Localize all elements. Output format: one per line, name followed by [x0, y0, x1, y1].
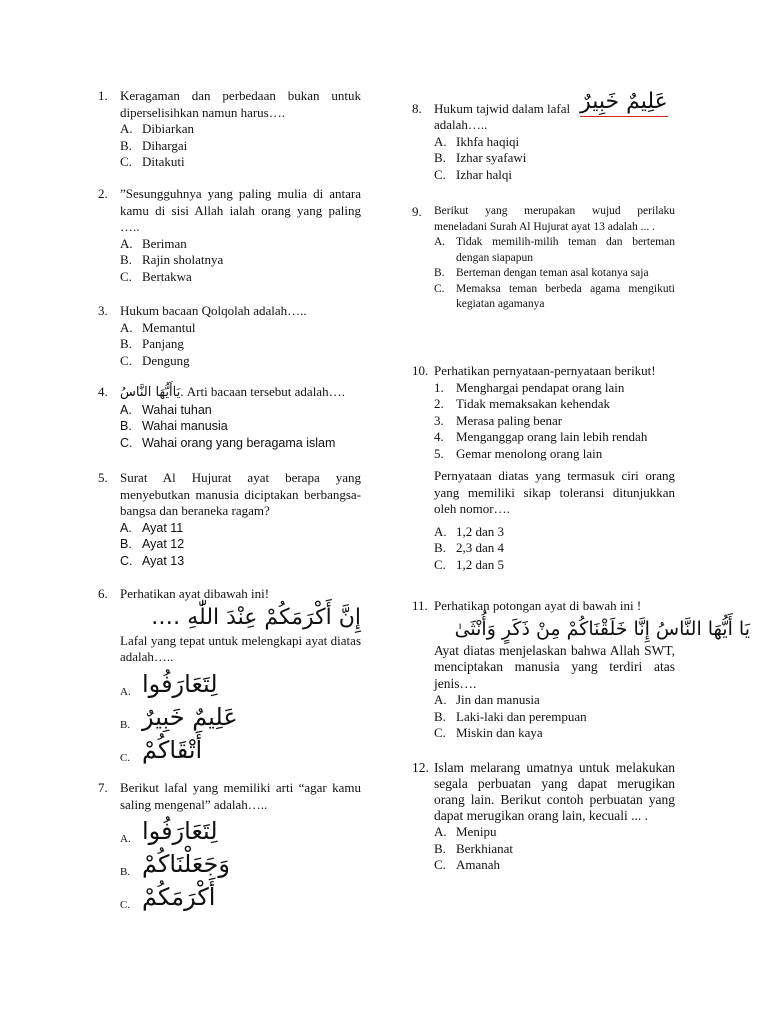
option-a: A. Memantul [120, 319, 196, 335]
question-8 [412, 88, 675, 183]
option-c: C. Amanah [434, 857, 501, 872]
option-b: B. Rajin sholatnya [120, 252, 224, 267]
question-number: 11. [412, 598, 428, 613]
question-stem: Islam melarang umatnya untuk melakukan segala perbuatan yang dapat merugikan orang lain. Berikut contoh perbuatan yang dapat merugikan orang lain, kecuali ... . [434, 760, 675, 823]
option-c: C. 1,2 dan 5 [434, 556, 505, 572]
question-stem: يَاأَيُّهَا النَّاسُ. Arti bacaan tersebut adalah…. [120, 384, 345, 400]
question-number: 6. [98, 586, 108, 601]
question-stem: Berikut yang merupakan wujud perilaku meneladani Surah Al Hujurat ayat 13 adalah ... . [434, 205, 675, 233]
option-c: C. أَتْقَاكُمْ [120, 735, 203, 764]
option-b: B. Dihargai [120, 137, 188, 153]
option-b: B. Berkhianat [434, 840, 514, 856]
option-a: A. Tidak memilih-milih teman dan berteman dengan siapapun [434, 236, 675, 264]
statement-4: 4. Menganggap orang lain lebih rendah [434, 429, 648, 444]
option-b: B. Wahai manusia [120, 419, 228, 433]
option-c: C. Wahai orang yang beragama islam [120, 435, 336, 450]
option-a: A. Wahai tuhan [120, 402, 212, 417]
option-c: C. Bertakwa [120, 268, 192, 284]
option-a: A. 1,2 dan 3 [434, 523, 505, 539]
option-a: A. Jin dan manusia [434, 692, 540, 707]
question-10 [412, 363, 675, 573]
question-stem-continued: Ayat diatas menjelaskan bahwa Allah SWT, menciptakan manusia yang terdiri atas jenis…. [434, 642, 675, 691]
question-stem: ”Sesungguhnya yang paling mulia di antara kamu di sisi Allah ialah orang yang paling ….. [120, 186, 361, 234]
option-a: A. Ikhfa haqiqi [434, 133, 520, 149]
question-9 [412, 204, 675, 313]
option-a: A. Beriman [120, 235, 187, 251]
arabic-phrase: يَاأَيُّهَا النَّاسُ [120, 385, 181, 400]
question-stem: Keragaman dan perbedaan bukan untuk diperselisihkan namun harus…. [120, 88, 361, 120]
option-b: B. Berteman dengan teman asal kotanya saja [434, 267, 649, 279]
statement-5: 5. Gemar menolong orang lain [434, 445, 603, 461]
question-number: 2. [98, 186, 108, 201]
question-1 [98, 88, 361, 171]
question-number: 5. [98, 470, 108, 485]
question-number: 7. [98, 780, 108, 795]
question-stem-continued: Pernyataan diatas yang termasuk ciri orang yang memiliki sikap toleransi ditunjukkan oleh nomor…. [434, 468, 675, 516]
question-stem: Perhatikan ayat dibawah ini! [120, 586, 270, 601]
option-a: A. لِتَعَارَفُوا [120, 817, 218, 845]
question-3 [98, 303, 361, 369]
question-12 [412, 760, 675, 874]
option-b: B. Ayat 12 [120, 537, 185, 551]
option-c: C. Ayat 13 [120, 553, 185, 568]
option-c: C. Izhar halqi [434, 166, 512, 182]
question-stem: Hukum tajwid dalam lafal [434, 100, 571, 116]
question-number: 1. [98, 88, 108, 103]
option-a: A. Menipu [434, 824, 497, 839]
option-a: A. Ayat 11 [120, 520, 184, 535]
question-stem: Perhatikan pernyataan-pernyataan berikut! [434, 363, 656, 378]
question-number: 4. [98, 384, 108, 399]
question-2 [98, 186, 361, 285]
question-stem: Surat Al Hujurat ayat berapa yang menyebutkan manusia diciptakan berbangsa-bangsa dan beraneka ragam? [120, 470, 361, 518]
question-4 [98, 384, 361, 451]
question-stem-continued: Lafal yang tepat untuk melengkapi ayat diatas adalah….. [120, 632, 361, 664]
question-number: 12. [412, 760, 429, 775]
option-b: B. Laki-laki dan perempuan [434, 708, 587, 724]
question-7 [98, 780, 361, 912]
question-number: 3. [98, 303, 108, 318]
question-5 [98, 470, 361, 569]
question-number: 9. [412, 204, 422, 219]
option-b: B. Izhar syafawi [434, 150, 527, 165]
statement-3: 3. Merasa paling benar [434, 412, 563, 428]
question-number: 10. [412, 363, 429, 378]
option-b: B. عَلِيمٌ خَبِيرٌ [120, 702, 238, 731]
question-number: 8. [412, 100, 422, 116]
option-a: A. لِتَعَارَفُوا [120, 669, 218, 698]
option-b: B. Panjang [120, 336, 184, 351]
option-c: C. أَكْرَمَكُمْ [120, 883, 216, 911]
arabic-verse: إِنَّ أَكْرَمَكُمْ عِنْدَ اللّٰهِ …. [151, 604, 361, 630]
statement-2: 2. Tidak memaksakan kehendak [434, 396, 611, 411]
option-c: C. Dengung [120, 352, 190, 368]
question-11 [412, 598, 750, 742]
arabic-phrase: عَلِيمٌ خَبِيرٌ [580, 88, 668, 117]
option-c: C. Memaksa teman berbeda agama mengikuti kegiatan agamanya [434, 282, 675, 310]
question-stem: Berikut lafal yang memiliki arti “agar kamu saling mengenal” adalah….. [120, 780, 361, 812]
option-a: A. Dibiarkan [120, 121, 194, 136]
question-stem-continued: adalah….. [434, 117, 488, 132]
arabic-verse: يَا أَيُّهَا النَّاسُ إِنَّا خَلَقْنَاكُمْ مِنْ ذَكَرٍ وَأُنْثَىٰ [454, 617, 750, 640]
option-b: B. وَجَعَلْنَاكُمْ [120, 850, 230, 878]
option-b: B. 2,3 dan 4 [434, 540, 505, 555]
statement-1: 1. Menghargai pendapat orang lain [434, 379, 625, 395]
question-stem: Hukum bacaan Qolqolah adalah….. [120, 303, 307, 318]
question-6 [98, 586, 361, 765]
option-c: C. Ditakuti [120, 154, 185, 169]
option-c: C. Miskin dan kaya [434, 725, 543, 740]
question-stem: Perhatikan potongan ayat di bawah ini ! [434, 598, 642, 613]
